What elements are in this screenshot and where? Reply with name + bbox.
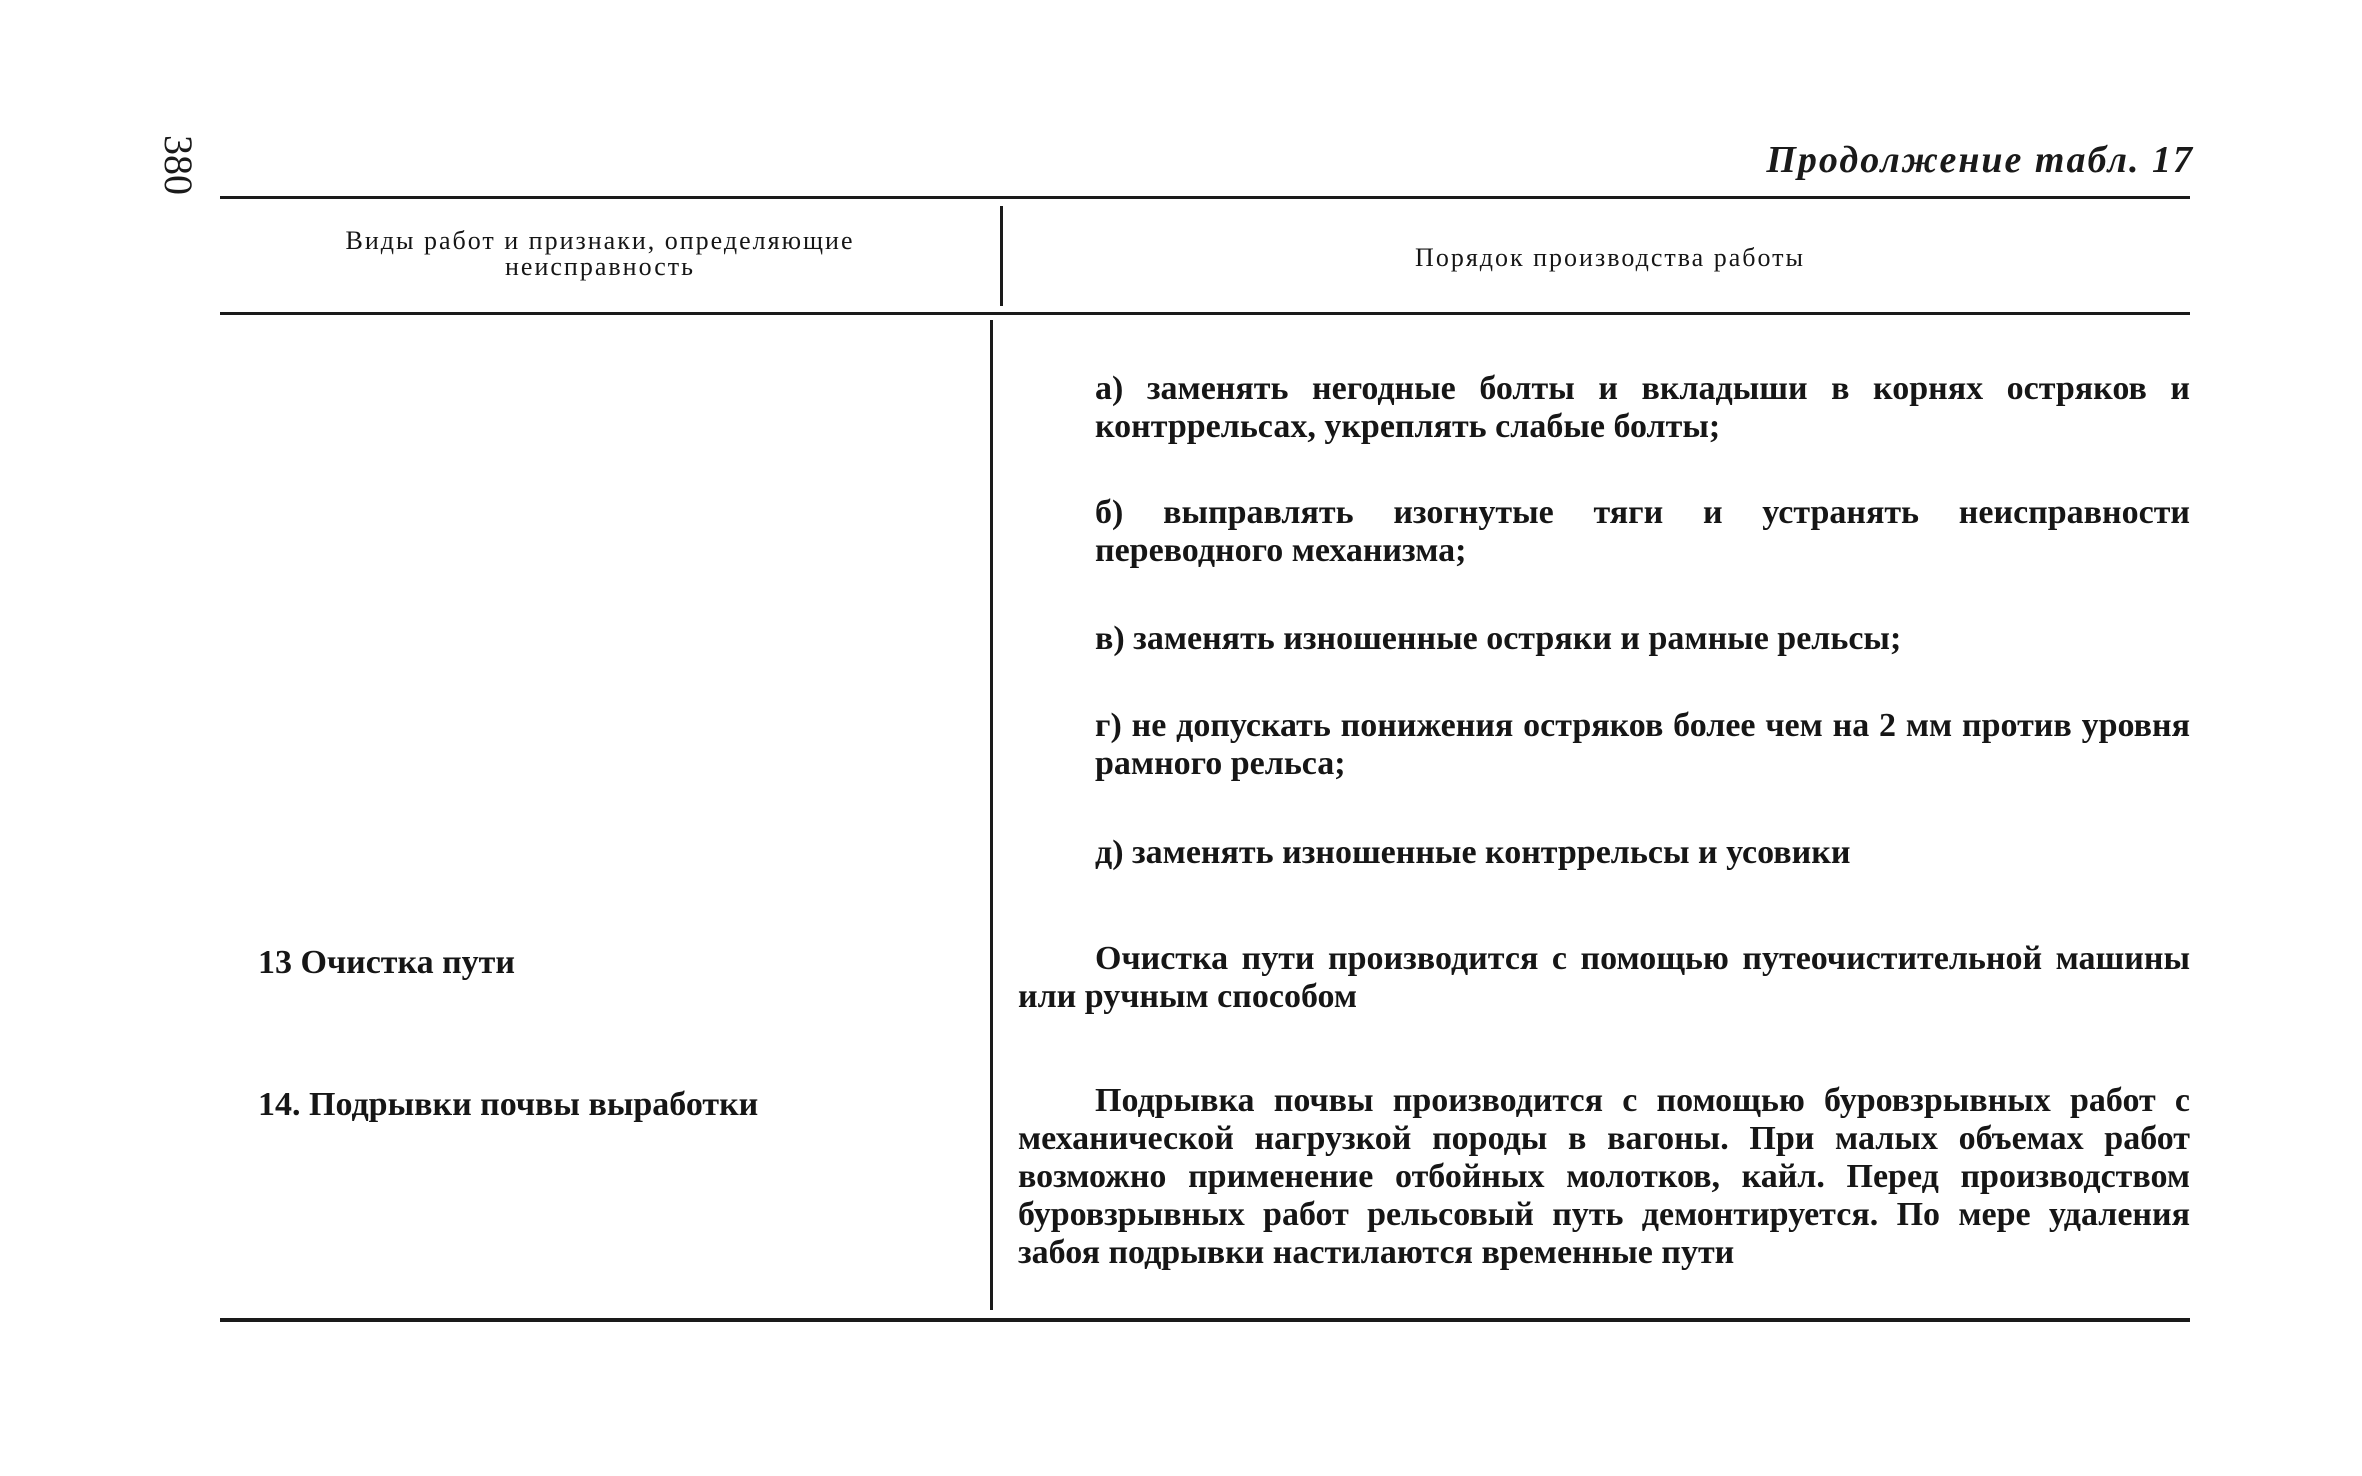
list-item: г) не допускать понижения остряков более чем на 2 мм против уровня рамного рельса; [1095, 707, 2190, 782]
row-text-floor-ripping: Подрывка почвы производится с помощью буровзрывных работ с механической нагрузкой породы в вагоны. При малых объемах работ возможно применение отбойных молотков, кайл. Перед производством буровзрывных работ рельсовый путь демонтируется. По мере удаления забоя подрывки настилаются временные пути [1018, 1082, 2190, 1271]
row-text-track-cleaning: Очистка пути производится с помощью путеочистительной машины или ручным способом [1018, 940, 2190, 1015]
body-column-divider [990, 320, 993, 1310]
header-column-divider [1000, 206, 1003, 306]
table-bottom-rule [220, 1318, 2190, 1322]
header-bottom-rule [220, 312, 2190, 315]
list-item: а) заменять негодные болты и вкладыши в корнях остряков и контррельсах, укреплять слабые болты; [1095, 370, 2190, 445]
row-label-track-cleaning: 13 Очистка пути [258, 944, 515, 981]
table-top-rule [220, 196, 2190, 199]
list-item: в) заменять изношенные остряки и рамные рельсы; [1095, 620, 1902, 657]
list-item: б) выправлять изогнутые тяги и устранять неисправности переводного механизма; [1095, 494, 2190, 569]
page-number: 380 [156, 135, 201, 195]
column-header-work-order: Порядок производства работы [1415, 243, 1805, 272]
column-header-work-types: Виды работ и признаки, определяющие неисправность [345, 226, 855, 281]
row-label-floor-ripping: 14. Подрывки почвы выработки [258, 1086, 759, 1123]
table-continuation-label: Продолжение табл. 17 [1766, 139, 2194, 181]
list-item: д) заменять изношенные контррельсы и усовики [1095, 834, 1851, 871]
